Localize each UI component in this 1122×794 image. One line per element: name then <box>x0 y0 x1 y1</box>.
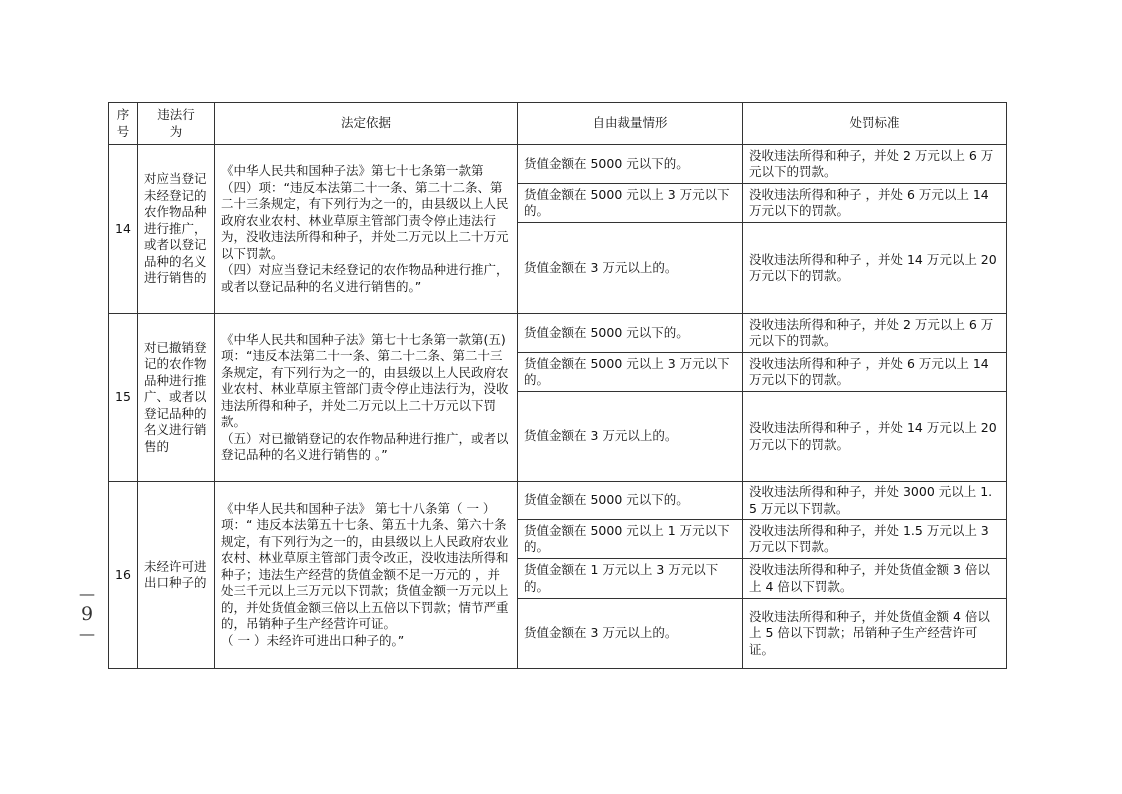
table-row <box>109 314 1007 353</box>
discretion-situation: 货值金额在 5000 元以上 3 万元以下的。 <box>518 184 743 223</box>
discretion-situation: 货值金额在 5000 元以上 1 万元以下的。 <box>518 520 743 559</box>
discretion-situation: 货值金额在 1 万元以上 3 万元以下的。 <box>518 559 743 599</box>
penalty-standard: 没收违法所得和种子，并处 2 万元以上 6 万元以下的罚款。 <box>743 145 1007 184</box>
legal-basis-text: 《中华人民共和国种子法》第七十七条第一款第(五)项：“违反本法第二十一条、第二十二条、第二十三条规定，有下列行为之一的，由县级以上人民政府农业农村、林业草原主管部门责令停止违法行为，没收违法所得和种子，并处二万元以上二十万元以下罚款。 <box>221 331 509 429</box>
violation-act: 未经许可进出口种子的 <box>138 482 215 669</box>
penalty-standard: 没收违法所得和种子，并处 2 万元以上 6 万元以下的罚款。 <box>743 314 1007 353</box>
discretion-situation: 货值金额在 3 万元以上的。 <box>518 392 743 482</box>
page-number-dash-bottom: — <box>79 624 95 643</box>
legal-basis <box>215 482 518 669</box>
page-number-value: 9 <box>80 603 94 625</box>
discretion-situation: 货值金额在 5000 元以下的。 <box>518 145 743 184</box>
legal-basis-clause: （四）对应当登记未经登记的农作物品种进行推广，或者以登记品种的名义进行销售的。” <box>221 262 509 294</box>
penalty-standard: 没收违法所得和种子，并处 1.5 万元以上 3 万元以下罚款。 <box>743 520 1007 559</box>
penalty-standard: 没收违法所得和种子，并处货值金额 4 倍以上 5 倍以下罚款；吊销种子生产经营许可证。 <box>743 599 1007 669</box>
discretion-situation: 货值金额在 3 万元以上的。 <box>518 223 743 314</box>
legal-basis-clause: （ 一 ）未经许可进出口种子的。” <box>221 632 405 648</box>
page-number <box>72 584 102 643</box>
penalty-standard: 没收违法所得和种子 ，并处 6 万元以上 14 万元以下的罚款。 <box>743 353 1007 392</box>
table-header-row <box>109 103 1007 145</box>
discretion-situation: 货值金额在 5000 元以下的。 <box>518 314 743 353</box>
legal-basis <box>215 314 518 482</box>
penalty-standard: 没收违法所得和种子，并处 3000 元以上 1.5 万元以下罚款。 <box>743 482 1007 520</box>
table-row <box>109 482 1007 520</box>
row-number: 15 <box>109 314 138 482</box>
violation-act: 对已撤销登记的农作物品种进行推广、或者以登记品种的名义进行销售的 <box>138 314 215 482</box>
header-penalty: 处罚标准 <box>743 103 1007 145</box>
page-number-dash-top: — <box>79 584 95 603</box>
row-number: 16 <box>109 482 138 669</box>
header-basis: 法定依据 <box>215 103 518 145</box>
penalty-standard: 没收违法所得和种子 ，并处 6 万元以上 14 万元以下的罚款。 <box>743 184 1007 223</box>
legal-basis-clause: （五）对已撤销登记的农作物品种进行推广，或者以登记品种的名义进行销售的 。” <box>221 430 509 462</box>
legal-basis-text: 《中华人民共和国种子法》 第七十八条第（ 一 ）项：“ 违反本法第五十七条、第五十九条、第六十条规定，有下列行为之一的，由县级以上人民政府农业农村、林业草原主管部门责令改正，没收违法所得和种子；违法生产经营的货值金额不足一万元的 ，并处三千元以上三万元以下罚款；货值金额一万元以上的，并处货值金额三倍以上五倍以下罚款；情节严重的，吊销种子生产经营许可证。 <box>221 500 509 632</box>
header-discretion: 自由裁量情形 <box>518 103 743 145</box>
discretion-situation: 货值金额在 3 万元以上的。 <box>518 599 743 669</box>
header-no: 序号 <box>109 103 138 145</box>
table-row <box>109 145 1007 184</box>
row-number: 14 <box>109 145 138 314</box>
discretion-situation: 货值金额在 5000 元以上 3 万元以下的。 <box>518 353 743 392</box>
violation-act: 对应当登记未经登记的农作物品种进行推广，或者以登记品种的名义进行销售的 <box>138 145 215 314</box>
legal-basis-text: 《中华人民共和国种子法》第七十七条第一款第（四）项：“违反本法第二十一条、第二十二条、第二十三条规定，有下列行为之一的，由县级以上人民政府农业农村、林业草原主管部门责令停止违法行为，没收违法所得和种子，并处二万元以上二十万元以下罚款。 <box>221 163 509 261</box>
penalty-standard: 没收违法所得和种子 ，并处 14 万元以上 20 万元以下的罚款。 <box>743 392 1007 482</box>
header-act: 违法行为 <box>138 103 215 145</box>
legal-basis <box>215 145 518 314</box>
penalty-standard: 没收违法所得和种子 ，并处 14 万元以上 20 万元以下的罚款。 <box>743 223 1007 314</box>
penalty-standards-table <box>108 102 1007 669</box>
penalty-standard: 没收违法所得和种子，并处货值金额 3 倍以上 4 倍以下罚款。 <box>743 559 1007 599</box>
discretion-situation: 货值金额在 5000 元以下的。 <box>518 482 743 520</box>
